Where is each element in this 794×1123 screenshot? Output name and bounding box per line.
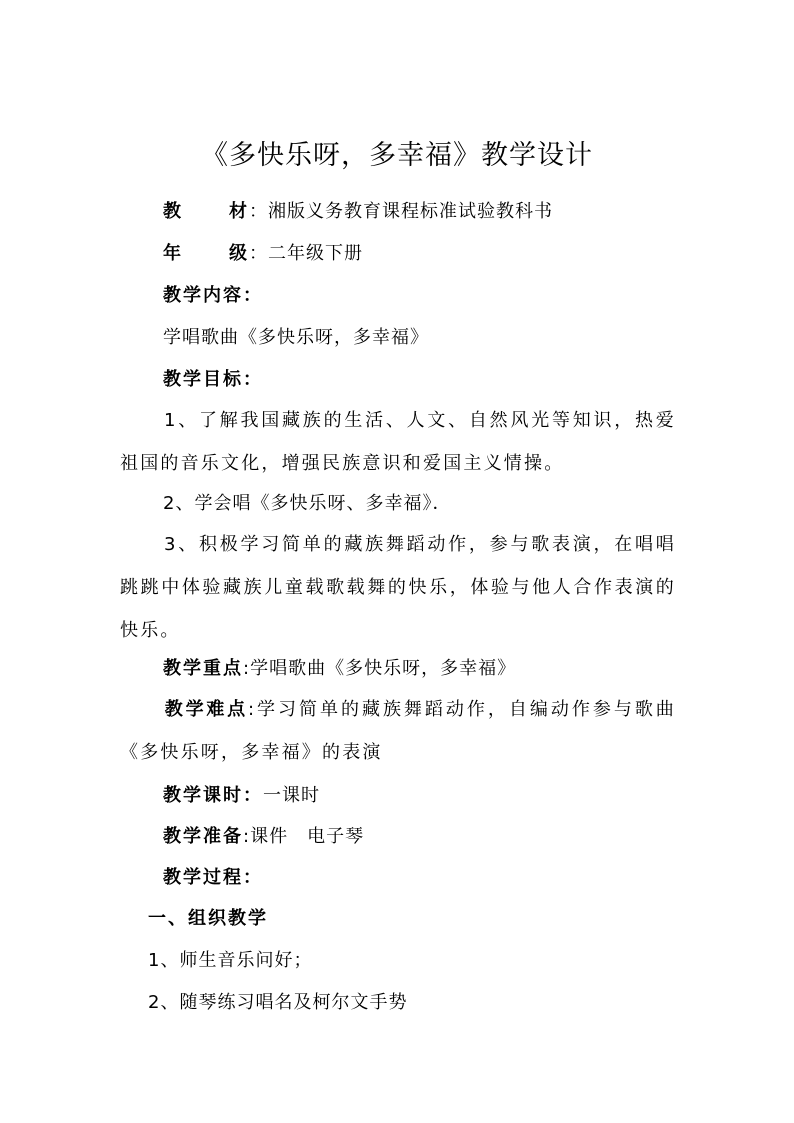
material-label-b: 材 [229, 201, 249, 222]
step-1: 1、师生音乐问好； [148, 950, 313, 971]
grade-line [163, 241, 363, 267]
material-value: ：湘版义务教育课程标准试验教科书 [249, 201, 553, 222]
objective-3 [120, 523, 676, 652]
objective-2: 2、学会唱《多快乐呀、多幸福》． [163, 493, 452, 514]
material-label-a: 教 [163, 201, 183, 222]
key-point-label: 教学重点 [163, 658, 243, 679]
grade-value: ：二年级下册 [249, 243, 363, 264]
page-title: 《多快乐呀，多幸福》教学设计 [201, 140, 593, 171]
objective-1 [120, 399, 676, 485]
grade-label-b: 级 [229, 243, 249, 264]
step-2: 2、随琴练习唱名及柯尔文手势 [148, 992, 408, 1013]
period-line [163, 783, 320, 809]
material-line [163, 199, 553, 225]
prep-label: 教学准备 [163, 826, 243, 847]
process-label: 教学过程： [163, 867, 263, 888]
grade-label-a: 年 [163, 243, 183, 264]
period-value: 一课时 [263, 785, 320, 806]
difficulty-value: :学习简单的藏族舞蹈动作，自编动作参与歌曲《多快乐呀，多幸福》的表演 [120, 699, 677, 763]
objectives-label: 教学目标： [163, 369, 263, 390]
difficulty-label: 教学难点 [164, 699, 248, 720]
objective-3-text: 3、积极学习简单的藏族舞蹈动作，参与歌表演，在唱唱跳跳中体验藏族儿童载歌载舞的快乐，体验与他人合作表演的快乐。 [120, 534, 676, 641]
objective-1-text: 1、了解我国藏族的生活、人文、自然风光等知识，热爱祖国的音乐文化，增强民族意识和爱国主义情操。 [120, 410, 676, 474]
prep-line [163, 824, 364, 850]
content-value: 学唱歌曲《多快乐呀，多幸福》 [163, 327, 429, 348]
key-point-line [163, 656, 516, 682]
key-point-value: :学唱歌曲《多快乐呀，多幸福》 [243, 658, 517, 679]
section-heading-1: 一、组织教学 [148, 908, 268, 929]
prep-value: :课件 电子琴 [243, 826, 365, 847]
period-label: 教学课时： [163, 785, 263, 806]
content-label: 教学内容： [163, 285, 263, 306]
difficulty-paragraph [120, 688, 676, 774]
